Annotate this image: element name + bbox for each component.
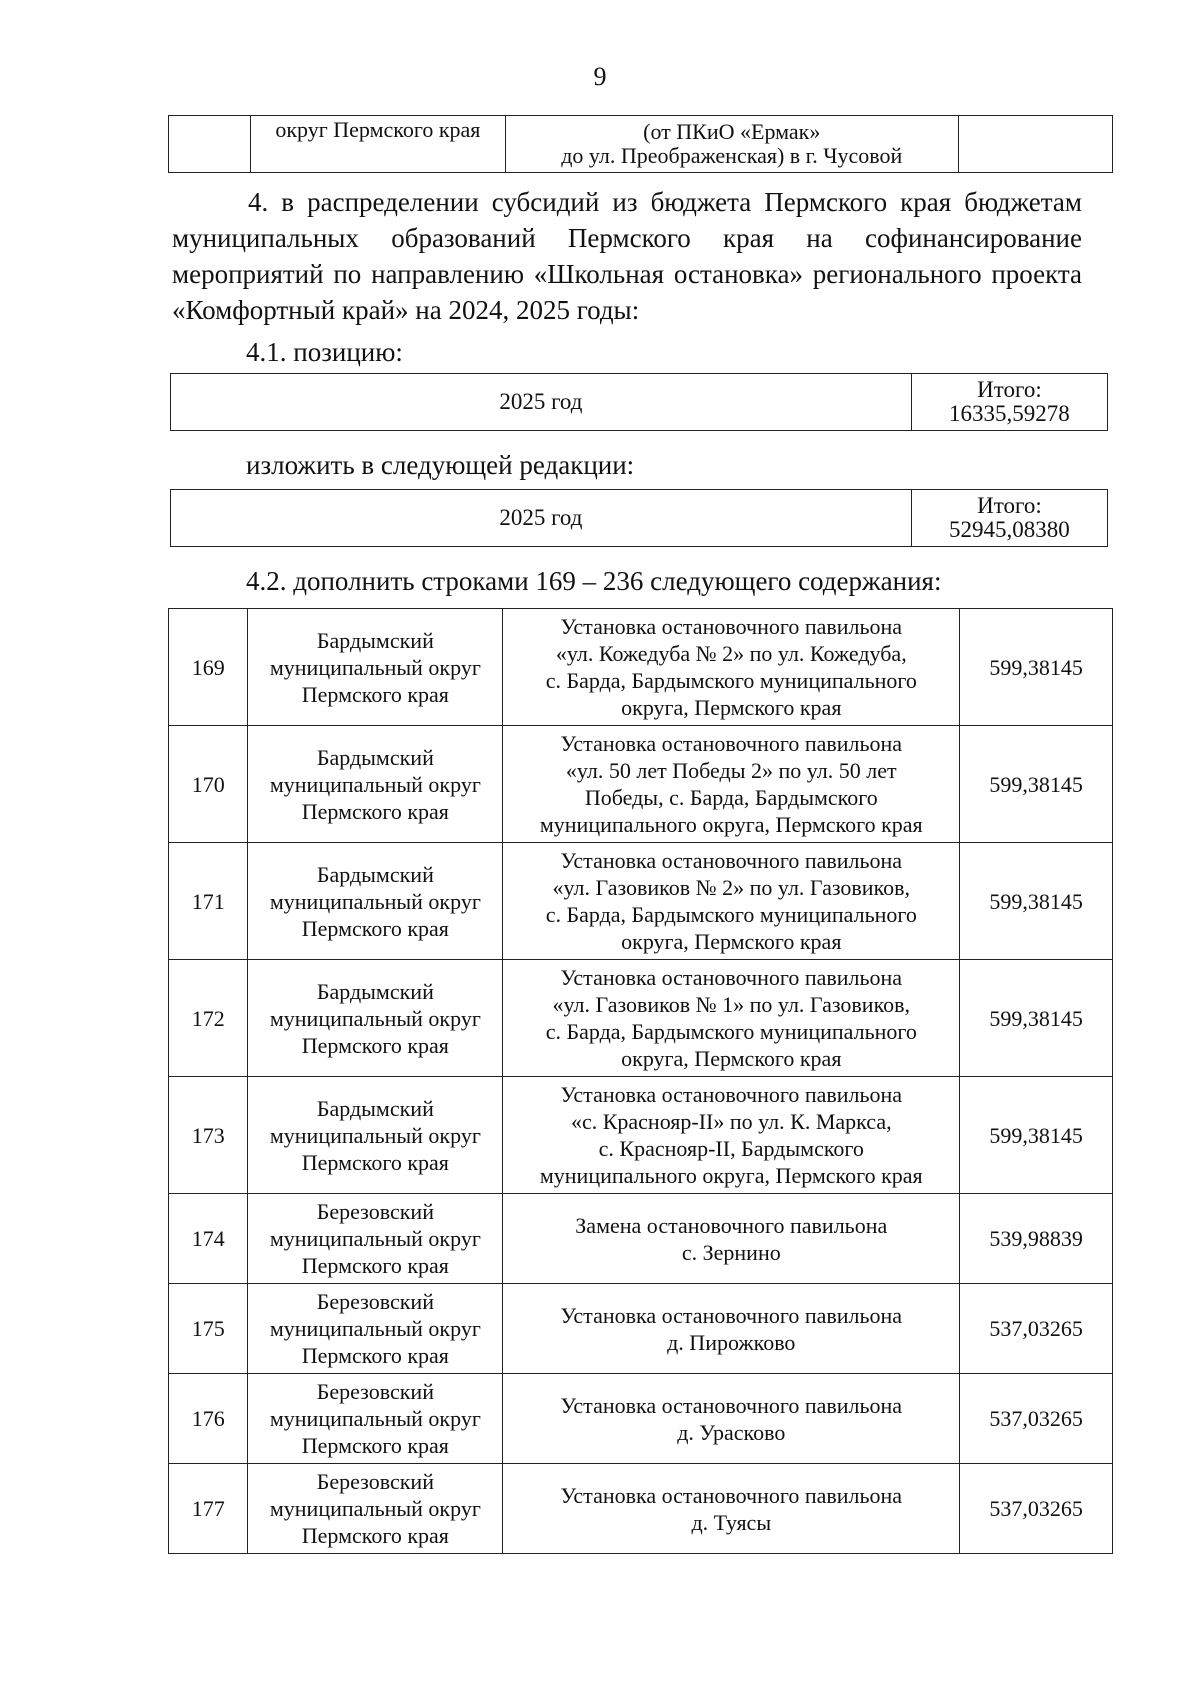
description-cell: [503, 1464, 960, 1554]
description-cell: [503, 1077, 960, 1194]
municipality-cell: [248, 843, 503, 960]
year-cell: 2025 год: [171, 490, 912, 547]
row-number-cell: 169: [169, 609, 248, 726]
municipality-line: муниципальный округ: [269, 1226, 481, 1251]
paragraph-replace: изложить в следующей редакции:: [246, 450, 635, 480]
description-line: с. Барда, Бардымского муниципального: [545, 902, 917, 927]
row-number-cell: 177: [169, 1464, 248, 1554]
municipality-line: Бардымский: [316, 978, 434, 1004]
total-cell: [911, 490, 1107, 547]
description-line: округа, Пермского края: [621, 695, 842, 720]
table-row: [169, 1374, 1113, 1464]
municipality-line: Березовский: [316, 1289, 434, 1314]
municipality-line: Бардымский: [316, 1095, 434, 1121]
municipality-cell: [248, 1464, 503, 1554]
municipality-line: Пермского края: [301, 1149, 449, 1175]
municipality-line: муниципальный округ: [269, 1122, 481, 1148]
table-row: [169, 960, 1113, 1077]
description-line: до ул. Преображенская) в г. Чусовой: [561, 143, 903, 168]
total-label: Итого:: [977, 377, 1042, 402]
num-cell: [169, 116, 251, 173]
description-line: (от ПКиО «Ермак»: [643, 119, 821, 144]
municipality-line: Пермского края: [301, 915, 449, 941]
description-line: Установка остановочного павильона: [560, 965, 903, 990]
municipality-line: Бардымский: [316, 744, 434, 770]
year-cell: 2025 год: [171, 374, 912, 431]
old-total-table: [170, 373, 1108, 431]
municipality-line: Березовский: [316, 1199, 434, 1224]
row-number-cell: 172: [169, 960, 248, 1077]
description-line: «ул. Газовиков № 1» по ул. Газовиков,: [552, 992, 911, 1017]
description-line: Установка остановочного павильона: [560, 1082, 903, 1107]
total-cell: [911, 374, 1107, 431]
description-line: муниципального округа, Пермского края: [539, 1163, 923, 1188]
description-cell: [505, 116, 958, 173]
description-line: Установка остановочного павильона: [560, 848, 903, 873]
description-line: Установка остановочного павильона: [560, 614, 903, 639]
description-line: «ул. Газовиков № 2» по ул. Газовиков,: [552, 875, 911, 900]
municipality-line: Пермского края: [301, 1032, 449, 1058]
table-row: [169, 726, 1113, 843]
description-cell: [503, 1374, 960, 1464]
row-number-cell: 176: [169, 1374, 248, 1464]
amount-cell: 599,38145: [960, 609, 1113, 726]
description-line: «ул. 50 лет Победы 2» по ул. 50 лет: [565, 758, 897, 783]
table-row: [169, 1194, 1113, 1284]
total-value: 16335,59278: [949, 401, 1070, 426]
row-number-cell: 175: [169, 1284, 248, 1374]
amount-cell: 599,38145: [960, 960, 1113, 1077]
amount-cell: 599,38145: [960, 843, 1113, 960]
description-line: Установка остановочного павильона: [560, 1302, 903, 1328]
amount-cell: 599,38145: [960, 1077, 1113, 1194]
table-row: [171, 490, 1108, 547]
description-line: Установка остановочного павильона: [560, 1392, 903, 1418]
subsidy-table-body: [169, 609, 1113, 1554]
municipality-line: муниципальный округ: [269, 888, 481, 914]
municipality-line: муниципальный округ: [269, 1406, 481, 1431]
municipality-line: Бардымский: [316, 861, 434, 887]
municipality-line: муниципальный округ: [269, 1316, 481, 1341]
amount-cell: [958, 116, 1112, 173]
amount-cell: 537,03265: [960, 1284, 1113, 1374]
description-cell: [503, 609, 960, 726]
description-line: д. Пирожково: [667, 1329, 796, 1355]
municipality-line: муниципальный округ: [269, 654, 481, 680]
row-number-cell: 174: [169, 1194, 248, 1284]
paragraph-4-1: 4.1. позицию:: [246, 337, 403, 367]
municipality-cell: [248, 1077, 503, 1194]
municipality-cell: [248, 1194, 503, 1284]
row-number-cell: 171: [169, 843, 248, 960]
amount-cell: 539,98839: [960, 1194, 1113, 1284]
description-line: д. Урасково: [677, 1419, 786, 1445]
description-line: округа, Пермского края: [621, 1046, 842, 1071]
paragraph-4: [172, 184, 1082, 328]
description-cell: [503, 960, 960, 1077]
subsidy-table: [168, 608, 1113, 1554]
description-cell: [503, 843, 960, 960]
description-line: округа, Пермского края: [621, 929, 842, 954]
municipality-line: муниципальный округ: [269, 1496, 481, 1521]
municipality-line: Пермского края: [301, 1343, 449, 1368]
municipality-cell: [248, 1284, 503, 1374]
description-line: Победы, с. Барда, Бардымского: [584, 785, 878, 810]
municipality-line: Бардымский: [316, 627, 434, 653]
table-row: [169, 1464, 1113, 1554]
description-cell: [503, 1194, 960, 1284]
amount-cell: 537,03265: [960, 1464, 1113, 1554]
table-row: [169, 116, 1113, 173]
description-line: с. Барда, Бардымского муниципального: [545, 1019, 917, 1044]
total-label: Итого:: [977, 493, 1042, 518]
description-line: муниципального округа, Пермского края: [539, 812, 923, 837]
description-line: «с. Краснояр-II» по ул. К. Маркса,: [570, 1109, 892, 1134]
table-row: [171, 374, 1108, 431]
municipality-cell: [248, 1374, 503, 1464]
description-line: Замена остановочного павильона: [575, 1212, 888, 1238]
municipality-line: муниципальный округ: [269, 771, 481, 797]
municipality-line: Пермского края: [301, 1253, 449, 1278]
description-line: Установка остановочного павильона: [560, 731, 903, 756]
description-cell: [503, 726, 960, 843]
municipality-line: Березовский: [316, 1469, 434, 1494]
table-row: [169, 1284, 1113, 1374]
table-row: [169, 609, 1113, 726]
total-value: 52945,08380: [949, 517, 1070, 542]
description-line: с. Зернино: [681, 1239, 781, 1265]
amount-cell: 599,38145: [960, 726, 1113, 843]
municipality-line: Пермского края: [301, 1433, 449, 1458]
paragraph-4-text: 4. в распределении субсидий из бюджета Пермского края бюджетам муниципальных образований Пермского края на софинансирование мероприятий по направлению «Школьная остановка» регионального проекта «Комфортный край» на 2024, 2025 годы:: [172, 187, 1082, 325]
municipality-cell: [248, 726, 503, 843]
municipality-cell: [248, 609, 503, 726]
municipality-line: Пермского края: [301, 1523, 449, 1548]
row-number-cell: 170: [169, 726, 248, 843]
description-line: «ул. Кожедуба № 2» по ул. Кожедуба,: [555, 641, 907, 666]
description-line: д. Туясы: [691, 1509, 772, 1535]
municipality-line: Пермского края: [301, 681, 449, 707]
municipality-line: Пермского края: [301, 798, 449, 824]
table-row: [169, 843, 1113, 960]
paragraph-4-2: 4.2. дополнить строками 169 – 236 следующего содержания:: [246, 566, 942, 596]
description-line: с. Барда, Бардымского муниципального: [545, 668, 917, 693]
row-number-cell: 173: [169, 1077, 248, 1194]
amount-cell: 537,03265: [960, 1374, 1113, 1464]
municipality-cell: округ Пермского края: [251, 116, 506, 173]
description-cell: [503, 1284, 960, 1374]
table-row: [169, 1077, 1113, 1194]
continuation-table: [168, 115, 1113, 173]
page-number: 9: [593, 62, 607, 91]
municipality-cell: [248, 960, 503, 1077]
description-line: с. Краснояр-II, Бардымского: [598, 1136, 864, 1161]
municipality-line: муниципальный округ: [269, 1005, 481, 1031]
municipality-line: Березовский: [316, 1379, 434, 1404]
description-line: Установка остановочного павильона: [560, 1482, 903, 1508]
new-total-table: [170, 489, 1108, 547]
